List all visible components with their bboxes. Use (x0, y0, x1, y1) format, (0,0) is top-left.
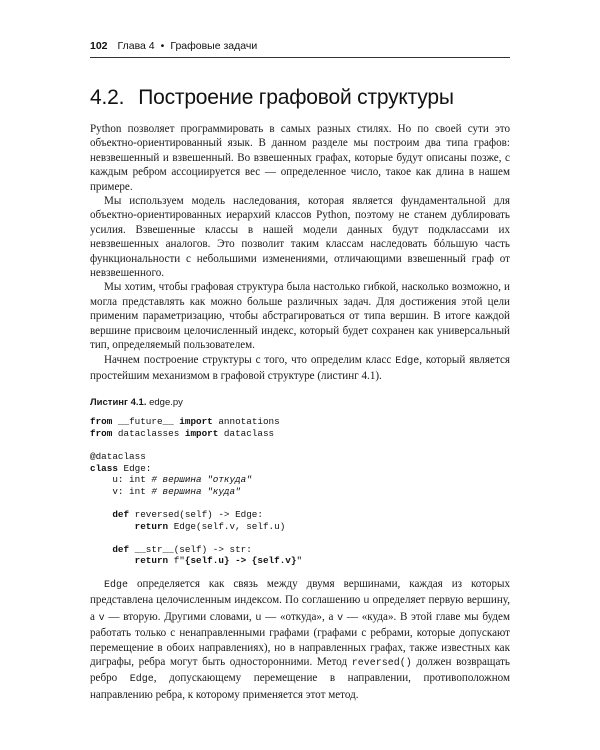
listing-label: Листинг 4.1. (90, 397, 147, 409)
paragraph-1: Python позволяет программировать в самых разных стилях. Но по своей сути это объектно-ориентированный язык. В данном разделе мы построим два типа графов: невзвешенный и взвешенный. Во взвешенных графах, которые будут описаны позже, с каждым ребром ассоциируется вес — определенное число, такое как длина в нашем примере. (90, 123, 510, 193)
paragraph-4: Начнем построение структуры с того, что определим класс Edge, который является простейшим механизмом в графовой структуре (листинг 4.1). (90, 353, 510, 382)
section-heading (90, 86, 510, 110)
chapter-title: Графовые задачи (170, 40, 258, 52)
paragraph-3: Мы хотим, чтобы графовая структура была настолько гибкой, насколько возможно, и могла представлять как можно больше различных задач. Для достижения этой цели применим параметризацию, чтобы абстрагироваться от типа вершин. В итоге каждой вершине присвоим целочисленный индекс, который будет сохранен как универсальный тип, определяемый пользователем. (90, 281, 510, 352)
running-header (90, 40, 510, 58)
header-bullet: • (160, 40, 165, 52)
section-number: 4.2. (90, 86, 125, 109)
listing-filename: edge.py (149, 397, 183, 409)
listing-caption (90, 397, 510, 408)
page-number: 102 (90, 40, 108, 52)
book-page (90, 40, 510, 702)
code-listing: from __future__ import annotations from dataclasses import dataclass @dataclass class Edge: u: int # вершина "откуда" v: int # вершина "куда" def reversed(self) -> Edge: return Edge(self.v, self.u) def __str__(self) -> str: return f"{self.u} -> {self.v}" (90, 416, 303, 567)
section-title: Построение графовой структуры (138, 86, 454, 109)
paragraph-5: Edge определяется как связь между двумя вершинами, каждая из которых представлена целочисленным индексом. По соглашению u определяет первую вершину, а v — вторую. Другими словами, u — «откуда», а v — «куда». В этой главе мы будем работать только с ненаправленными графами (графами с ребрами, которые допускают перемещение в обоих направлениях), но в направленных графах, также известных как диграфы, ребра могут быть односторонними. Метод reversed() должен возвращать ребро Edge, допускающему перемещение в направлении, противоположном направлению ребра, к которому применяется этот метод. (90, 578, 510, 701)
chapter-label: Глава 4 (117, 40, 155, 52)
paragraph-2: Мы используем модель наследования, которая является фундаментальной для объектно-ориентированных иерархий классов Python, поэтому не станем дублировать усилия. Взвешенные классы в нашей модели данных будут подклассами их невзвешенных аналогов. Это позволит таким классам наследовать бóльшую часть функциональности с небольшими изменениями, отличающими взвешенный граф от невзвешенного. (90, 195, 510, 280)
